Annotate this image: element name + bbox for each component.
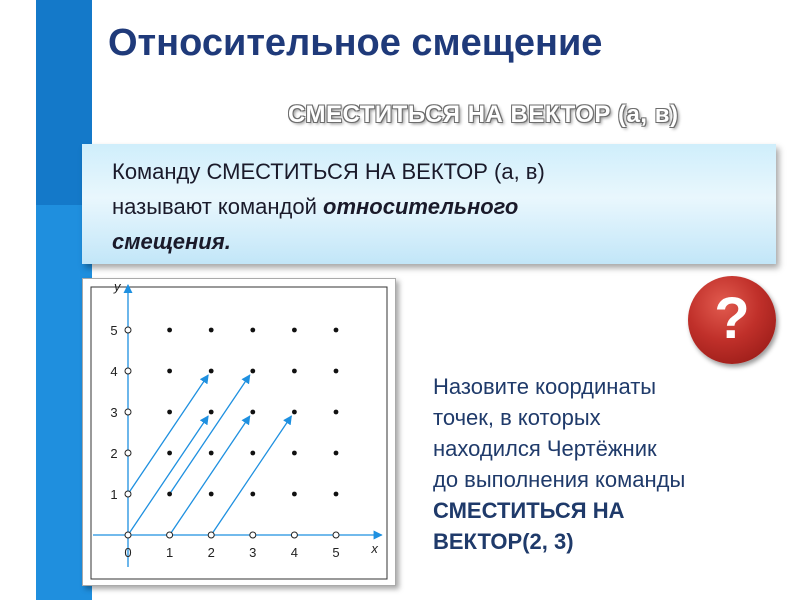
task-text: [433, 371, 783, 557]
task-bold-1-text: СМЕСТИТЬСЯ НА: [433, 498, 625, 523]
vector-arrow: [211, 416, 291, 535]
question-mark-icon: [688, 276, 776, 364]
axis-layer: [93, 285, 382, 567]
filled-point: [292, 328, 297, 333]
open-point: [333, 532, 339, 538]
task-bold-2: [433, 526, 783, 557]
filled-point: [167, 328, 172, 333]
filled-point: [292, 492, 297, 497]
filled-point: [250, 492, 255, 497]
open-point: [125, 409, 131, 415]
filled-point: [250, 369, 255, 374]
open-point: [125, 450, 131, 456]
open-point: [291, 532, 297, 538]
x-tick-label: 2: [207, 545, 215, 560]
task-bold-1: [433, 495, 783, 526]
label-layer: [110, 279, 378, 560]
filled-point: [292, 451, 297, 456]
filled-point: [250, 410, 255, 415]
point-layer: [125, 327, 339, 538]
y-tick-label: 5: [110, 323, 118, 338]
y-tick-label: 4: [110, 364, 118, 379]
filled-point: [209, 328, 214, 333]
filled-point: [167, 369, 172, 374]
task-line-2: точек, в которых: [433, 405, 601, 430]
x-tick-label: 1: [165, 545, 174, 560]
page-subtitle: СМЕСТИТЬСЯ НА ВЕКТОР (а, в): [288, 101, 679, 128]
y-axis-label: y: [114, 279, 121, 295]
definition-line-2: [112, 189, 762, 224]
definition-line-1: Команду СМЕСТИТЬСЯ НА ВЕКТОР (а, в): [112, 159, 545, 184]
definition-line-2-prefix: называют командой: [112, 194, 324, 219]
filled-point: [209, 369, 214, 374]
definition-text: [112, 154, 762, 259]
y-tick-label: 3: [110, 405, 118, 420]
filled-point: [209, 410, 214, 415]
open-point: [250, 532, 256, 538]
page-title: Относительное смещение: [108, 22, 603, 64]
definition-period: .: [224, 229, 231, 254]
filled-point: [250, 328, 255, 333]
x-tick-label: 5: [332, 545, 340, 560]
filled-point: [292, 410, 297, 415]
filled-point: [334, 369, 339, 374]
definition-line-3: [112, 224, 762, 259]
filled-point: [334, 492, 339, 497]
filled-point: [334, 451, 339, 456]
x-axis-label: x: [371, 541, 378, 556]
filled-point: [167, 492, 172, 497]
open-point: [125, 368, 131, 374]
y-tick-label: 2: [110, 446, 118, 461]
filled-point: [167, 410, 172, 415]
filled-point: [292, 369, 297, 374]
task-line-1: Назовите координаты: [433, 374, 657, 399]
filled-point: [209, 451, 214, 456]
filled-point: [334, 328, 339, 333]
x-tick-label: 4: [290, 545, 299, 560]
definition-emphasis-2: смещения: [112, 229, 225, 254]
open-point: [208, 532, 214, 538]
x-tick-label: 0: [124, 545, 132, 560]
vector-layer: [128, 375, 291, 535]
y-tick-label: 1: [110, 487, 118, 502]
filled-point: [209, 492, 214, 497]
question-mark-glyph: ?: [714, 286, 750, 351]
open-point: [125, 532, 131, 538]
filled-point: [334, 410, 339, 415]
open-point: [125, 327, 131, 333]
task-bold-2-text: ВЕКТОР(2, 3): [433, 529, 574, 554]
open-point: [125, 491, 131, 497]
open-point: [167, 532, 173, 538]
filled-point: [250, 451, 255, 456]
x-tick-label: 3: [249, 545, 257, 560]
task-line-4: до выполнения команды: [433, 467, 686, 492]
task-line-3: находился Чертёжник: [433, 436, 657, 461]
filled-point: [167, 451, 172, 456]
definition-box: [82, 144, 776, 264]
definition-emphasis-1: относительного: [323, 194, 519, 219]
coordinate-diagram: [82, 278, 396, 586]
coordinate-plot: [83, 279, 395, 585]
